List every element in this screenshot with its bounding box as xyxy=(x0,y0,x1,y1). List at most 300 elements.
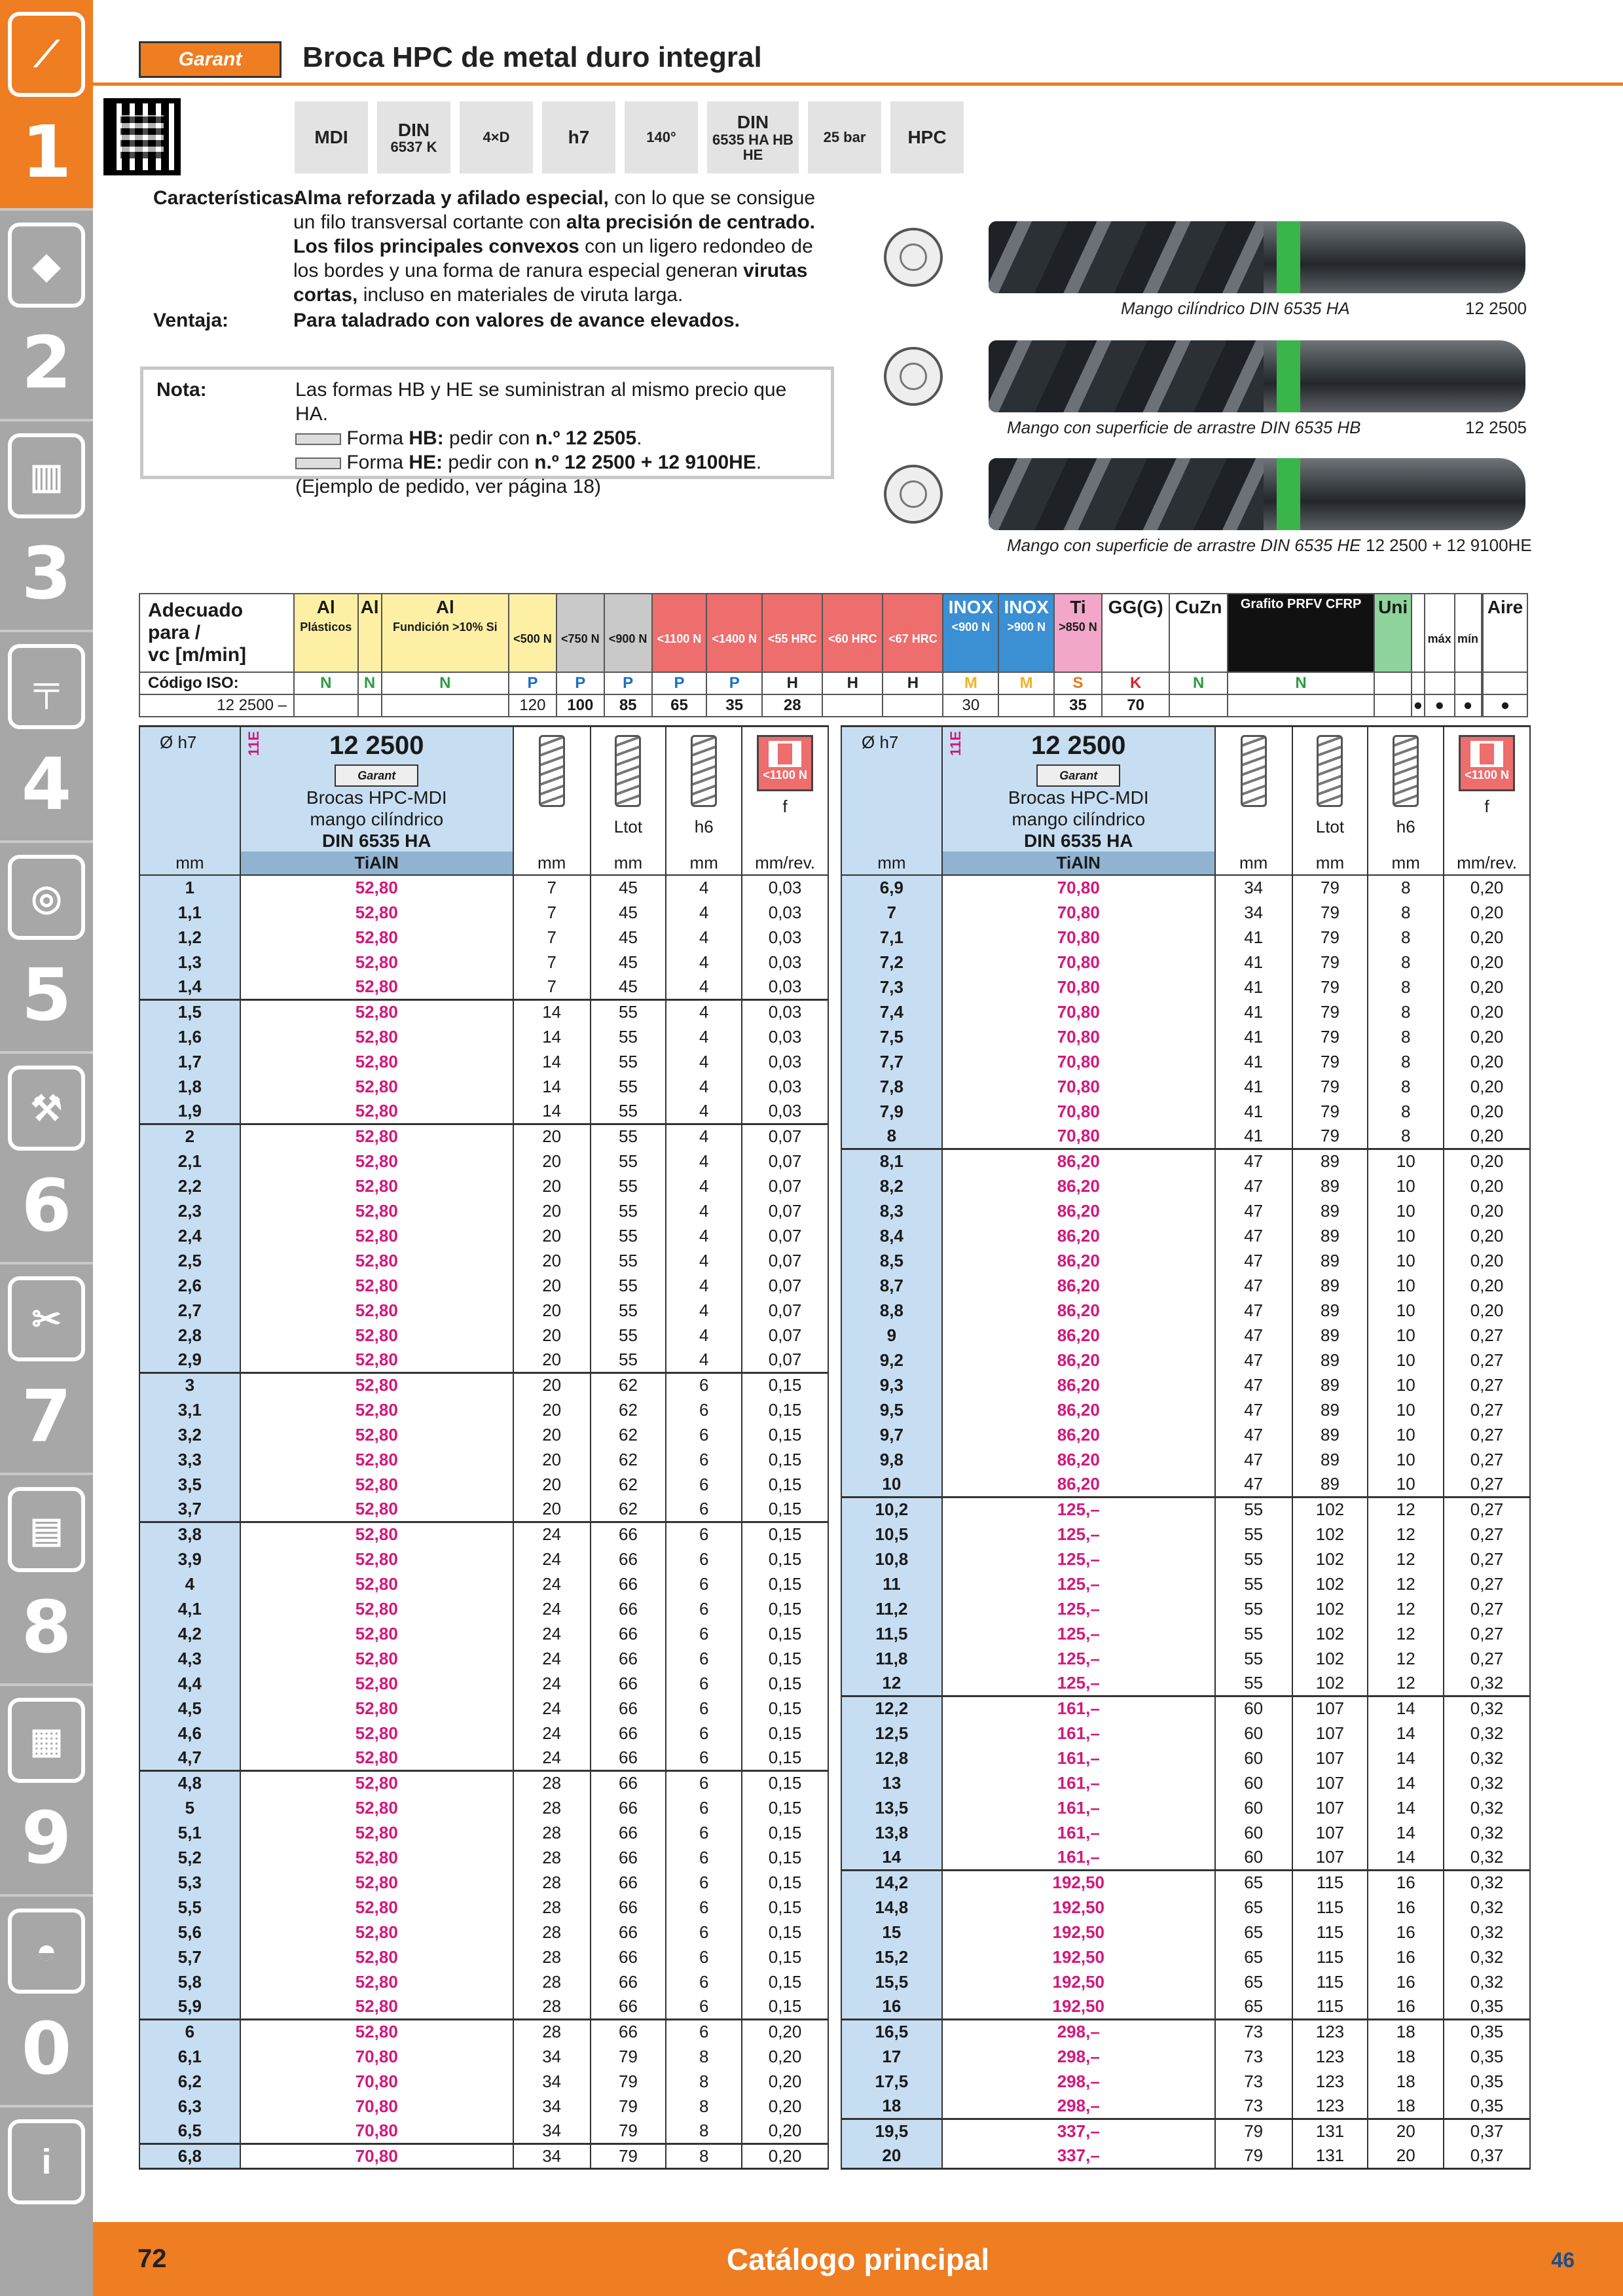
diameter-cell: 3,8 xyxy=(139,1522,240,1547)
price-cell: 52,80 xyxy=(240,1074,513,1099)
chapter-tab-7[interactable] xyxy=(0,1265,93,1475)
table-row[interactable] xyxy=(841,1845,1530,1870)
qr-code-icon[interactable] xyxy=(103,98,181,175)
shank-diameter-header: h6 xyxy=(1368,726,1444,852)
price-cell: 70,80 xyxy=(942,975,1215,999)
table-row[interactable] xyxy=(841,1746,1530,1770)
shank-diameter-cell: 8 xyxy=(1368,950,1444,975)
chapter-tab-5[interactable] xyxy=(0,843,93,1054)
total-length-cell: 107 xyxy=(1292,1696,1368,1721)
note-text: Las formas HB y HE se suministran al mismo precio que HA. Forma HB: pedir con n.º 12 2505. Forma HE: pedir con n.º 12 2500 + 12 9100HE. (Ejemplo de pedido, ver página 18) xyxy=(295,379,787,497)
table-row[interactable] xyxy=(139,1795,828,1820)
table-row[interactable] xyxy=(139,1895,828,1920)
shank-diameter-cell: 14 xyxy=(1368,1820,1444,1845)
total-length-cell: 89 xyxy=(1292,1149,1368,1174)
table-row[interactable] xyxy=(139,1447,828,1472)
total-length-cell: 89 xyxy=(1292,1298,1368,1323)
shank-diameter-cell: 18 xyxy=(1368,2069,1444,2094)
table-row[interactable] xyxy=(841,1795,1530,1820)
table-row[interactable] xyxy=(139,2019,828,2044)
table-row[interactable] xyxy=(139,1472,828,1497)
table-row[interactable] xyxy=(841,975,1530,999)
unit-header: mm xyxy=(1215,852,1292,875)
diameter-cell: 1,5 xyxy=(139,999,240,1024)
diameter-cell: 1,4 xyxy=(139,975,240,999)
shank-diameter-cell: 10 xyxy=(1368,1298,1444,1323)
price-cell: 52,80 xyxy=(240,1945,513,1969)
chapter-tab-0[interactable] xyxy=(0,1897,93,2108)
diameter-cell: 10,2 xyxy=(841,1497,942,1522)
total-length-cell: 55 xyxy=(591,1198,666,1223)
price-cell: 125,– xyxy=(942,1646,1215,1671)
diameter-cell: 15,2 xyxy=(841,1945,942,1969)
unit-header: mm xyxy=(139,852,240,875)
table-row[interactable] xyxy=(139,1770,828,1795)
total-length-cell: 55 xyxy=(591,1223,666,1248)
article-code: 12 2500 xyxy=(329,731,424,760)
unit-header: mm xyxy=(1292,852,1368,875)
diameter-cell: 15 xyxy=(841,1920,942,1945)
shank-diameter-cell: 12 xyxy=(1368,1621,1444,1646)
unit-header: mm xyxy=(1368,852,1444,875)
table-row[interactable] xyxy=(139,1024,828,1049)
iso-code-cell: S xyxy=(1054,672,1102,694)
flute-length-cell: 65 xyxy=(1215,1994,1292,2019)
note-box xyxy=(140,367,834,497)
flute-length-cell: 55 xyxy=(1215,1571,1292,1596)
flute-length-cell: 65 xyxy=(1215,1895,1292,1920)
total-length-cell: 62 xyxy=(591,1422,666,1447)
shank-diameter-cell: 8 xyxy=(1368,1099,1444,1124)
price-cell: 192,50 xyxy=(942,1945,1215,1969)
table-row[interactable] xyxy=(841,1621,1530,1646)
table-row[interactable] xyxy=(841,1920,1530,1945)
table-row[interactable] xyxy=(841,1994,1530,2019)
diameter-cell: 3 xyxy=(139,1372,240,1397)
table-row[interactable] xyxy=(139,1174,828,1198)
total-length-cell: 66 xyxy=(591,1969,666,1994)
feed-cell: 0,07 xyxy=(742,1323,828,1348)
shank-diameter-cell: 6 xyxy=(666,1721,742,1746)
table-row[interactable] xyxy=(139,1422,828,1447)
price-cell: 86,20 xyxy=(942,1397,1215,1422)
price-cell: 70,80 xyxy=(942,1099,1215,1124)
table-row[interactable] xyxy=(841,1422,1530,1447)
table-row[interactable] xyxy=(841,1124,1530,1149)
shank-diameter-cell: 6 xyxy=(666,1969,742,1994)
table-row[interactable] xyxy=(139,1920,828,1945)
feed-cell: 0,20 xyxy=(1444,1223,1530,1248)
feed-cell: 0,27 xyxy=(1444,1447,1530,1472)
table-row[interactable] xyxy=(139,1746,828,1770)
feed-cell: 0,32 xyxy=(1444,1795,1530,1820)
diameter-cell: 1,6 xyxy=(139,1024,240,1049)
table-row[interactable] xyxy=(139,1397,828,1422)
table-row[interactable] xyxy=(139,975,828,999)
cutting-speed-cell xyxy=(1374,694,1412,717)
price-cell: 52,80 xyxy=(240,1447,513,1472)
table-row[interactable] xyxy=(841,2069,1530,2094)
chapter-tab-8[interactable] xyxy=(0,1475,93,1686)
unit-header: mm xyxy=(591,852,666,875)
total-length-cell: 89 xyxy=(1292,1223,1368,1248)
material-column-header: <1400 N xyxy=(706,594,762,672)
price-cell: 52,80 xyxy=(240,2019,513,2044)
flute-length-cell: 47 xyxy=(1215,1323,1292,1348)
feed-cell: 0,03 xyxy=(742,950,828,975)
table-row[interactable] xyxy=(841,1596,1530,1621)
price-cell: 70,80 xyxy=(942,999,1215,1024)
cutting-speed-cell: 28 xyxy=(762,694,822,717)
price-cell: 52,80 xyxy=(240,1969,513,1994)
feed-cell: 0,27 xyxy=(1444,1596,1530,1621)
table-row[interactable] xyxy=(841,1671,1530,1696)
table-row[interactable] xyxy=(841,2119,1530,2144)
feed-cell: 0,32 xyxy=(1444,1969,1530,1994)
table-row[interactable] xyxy=(139,1870,828,1895)
table-row[interactable] xyxy=(139,1273,828,1298)
chapter-tab-1[interactable] xyxy=(0,0,93,211)
total-length-cell: 102 xyxy=(1292,1596,1368,1621)
flute-length-cell: 47 xyxy=(1215,1198,1292,1223)
table-row[interactable] xyxy=(841,1522,1530,1547)
drill-icon: ⟋ xyxy=(8,12,85,97)
diameter-cell: 1,3 xyxy=(139,950,240,975)
table-row[interactable] xyxy=(841,2044,1530,2069)
advantage-label: Ventaja: xyxy=(153,310,229,331)
chapter-tab-i[interactable] xyxy=(0,2108,93,2296)
table-row[interactable] xyxy=(841,1174,1530,1198)
table-row[interactable] xyxy=(841,1198,1530,1223)
table-row[interactable] xyxy=(139,1969,828,1994)
total-length-cell: 89 xyxy=(1292,1472,1368,1497)
table-row[interactable] xyxy=(841,1149,1530,1174)
feed-cell: 0,15 xyxy=(742,1547,828,1571)
table-row[interactable] xyxy=(841,1447,1530,1472)
flute-length-icon xyxy=(539,735,565,807)
table-row[interactable] xyxy=(841,900,1530,925)
table-row[interactable] xyxy=(139,1547,828,1571)
flute-length-cell: 7 xyxy=(513,875,591,900)
diameter-header: Ø h7 xyxy=(841,726,942,852)
price-cell: 161,– xyxy=(942,1795,1215,1820)
price-cell: 52,80 xyxy=(240,1223,513,1248)
table-row[interactable] xyxy=(139,1646,828,1671)
feed-cell: 0,07 xyxy=(742,1273,828,1298)
table-row[interactable] xyxy=(841,1397,1530,1422)
shank-diameter-cell: 8 xyxy=(666,2144,742,2168)
feed-cell: 0,15 xyxy=(742,1497,828,1522)
diameter-cell: 2,7 xyxy=(139,1298,240,1323)
shank-diameter-cell: 10 xyxy=(1368,1447,1444,1472)
unit-header: mm xyxy=(841,852,942,875)
shank-diameter-cell: 6 xyxy=(666,1994,742,2019)
diameter-cell: 7,1 xyxy=(841,925,942,950)
features-label: Características: xyxy=(153,187,301,209)
feed-cell: 0,15 xyxy=(742,1422,828,1447)
shank-diameter-cell: 6 xyxy=(666,1820,742,1845)
table-row[interactable] xyxy=(841,1323,1530,1348)
table-row[interactable] xyxy=(841,1248,1530,1273)
shank-diameter-cell: 12 xyxy=(1368,1596,1444,1621)
table-row[interactable] xyxy=(139,1671,828,1696)
diameter-cell: 7,8 xyxy=(841,1074,942,1099)
total-length-cell: 45 xyxy=(591,975,666,999)
toolbox-icon: ▤ xyxy=(8,1487,85,1572)
cutting-speed-cell: 70 xyxy=(1102,694,1169,717)
shank-diameter-cell: 6 xyxy=(666,1795,742,1820)
table-row[interactable] xyxy=(841,1049,1530,1074)
table-row[interactable] xyxy=(139,1248,828,1273)
table-row[interactable] xyxy=(841,1024,1530,1049)
drill-code: 12 2500 + 12 9100HE xyxy=(1366,535,1532,555)
table-row[interactable] xyxy=(139,2119,828,2144)
feed-cell: 0,27 xyxy=(1444,1472,1530,1497)
table-row[interactable] xyxy=(139,1323,828,1348)
table-row[interactable] xyxy=(139,1522,828,1547)
material-column-header: GG(G) xyxy=(1102,594,1169,672)
table-row[interactable] xyxy=(841,1223,1530,1248)
diameter-cell: 11,5 xyxy=(841,1621,942,1646)
total-length-cell: 66 xyxy=(591,1770,666,1795)
cutting-speed-cell: ● xyxy=(1425,694,1455,717)
tolerance-tag: 11E xyxy=(947,731,964,756)
table-row[interactable] xyxy=(841,1099,1530,1124)
chapter-sidebar xyxy=(0,0,93,2296)
feed-cell: 0,20 xyxy=(1444,975,1530,999)
price-cell: 192,50 xyxy=(942,1895,1215,1920)
feed-cell: 0,03 xyxy=(742,1024,828,1049)
table-row[interactable] xyxy=(139,1497,828,1522)
table-row[interactable] xyxy=(841,1696,1530,1721)
table-row[interactable] xyxy=(139,1845,828,1870)
feed-cell: 0,27 xyxy=(1444,1372,1530,1397)
table-row[interactable] xyxy=(139,2144,828,2168)
table-row[interactable] xyxy=(139,1149,828,1174)
shank-diameter-cell: 10 xyxy=(1368,1198,1444,1223)
dimension-table-right xyxy=(841,725,1531,2170)
table-row[interactable] xyxy=(139,875,828,900)
feed-cell: 0,15 xyxy=(742,1696,828,1721)
diameter-cell: 12 xyxy=(841,1671,942,1696)
price-cell: 298,– xyxy=(942,2044,1215,2069)
table-row[interactable] xyxy=(841,925,1530,950)
iso-code-cell: N xyxy=(358,672,382,694)
total-length-cell: 131 xyxy=(1292,2119,1368,2144)
chapter-tab-4[interactable] xyxy=(0,632,93,843)
features-text: Alma reforzada y afilado especial, con lo que se consigue un filo transversal cortante con alta precisión de centrado. Los filos principales convexos con un ligero redondeo de los bordes y una forma de ranura especial generan virutas cortas, incluso en materiales de viruta larga. xyxy=(293,187,816,306)
table-row[interactable] xyxy=(841,2094,1530,2119)
chapter-tab-6[interactable] xyxy=(0,1054,93,1265)
table-row[interactable] xyxy=(139,1124,828,1149)
flute-length-cell: 14 xyxy=(513,1049,591,1074)
shank-diameter-cell: 4 xyxy=(666,1348,742,1372)
shank-diameter-cell: 8 xyxy=(666,2119,742,2144)
diameter-cell: 6,9 xyxy=(841,875,942,900)
total-length-cell: 66 xyxy=(591,1845,666,1870)
feed-cell: 0,27 xyxy=(1444,1422,1530,1447)
table-row[interactable] xyxy=(841,1472,1530,1497)
table-row[interactable] xyxy=(841,1721,1530,1746)
material-column-header: máx xyxy=(1425,594,1455,672)
vc-row-label: 12 2500 – xyxy=(139,694,294,717)
table-row[interactable] xyxy=(139,1696,828,1721)
diameter-cell: 8,2 xyxy=(841,1174,942,1198)
table-row[interactable] xyxy=(139,2069,828,2094)
table-row[interactable] xyxy=(841,1870,1530,1895)
table-row[interactable] xyxy=(139,1348,828,1372)
drill-code: 12 2505 xyxy=(1465,418,1527,437)
total-length-cell: 66 xyxy=(591,1746,666,1770)
flute-length-cell: 14 xyxy=(513,1099,591,1124)
table-row[interactable] xyxy=(139,1223,828,1248)
shank-diameter-cell: 6 xyxy=(666,1870,742,1895)
feed-cell: 0,15 xyxy=(742,1795,828,1820)
total-length-cell: 79 xyxy=(1292,999,1368,1024)
diameter-cell: 3,3 xyxy=(139,1447,240,1472)
total-length-cell: 115 xyxy=(1292,1920,1368,1945)
table-row[interactable] xyxy=(841,1646,1530,1671)
total-length-cell: 89 xyxy=(1292,1273,1368,1298)
price-cell: 86,20 xyxy=(942,1149,1215,1174)
table-row[interactable] xyxy=(841,1820,1530,1845)
table-row[interactable] xyxy=(139,1049,828,1074)
table-row[interactable] xyxy=(139,2044,828,2069)
table-row[interactable] xyxy=(841,1497,1530,1522)
flute-length-header xyxy=(513,726,591,852)
flute-length-cell: 60 xyxy=(1215,1820,1292,1845)
diameter-cell: 12,8 xyxy=(841,1746,942,1770)
iso-code-cell: P xyxy=(652,672,707,694)
drill-cross-section-icon xyxy=(884,347,943,406)
table-row[interactable] xyxy=(139,1945,828,1969)
article-description: Brocas HPC-MDI xyxy=(1008,787,1149,808)
price-cell: 70,80 xyxy=(240,2094,513,2119)
feed-cell: 0,07 xyxy=(742,1149,828,1174)
diameter-cell: 9,8 xyxy=(841,1447,942,1472)
table-row[interactable] xyxy=(841,875,1530,900)
feed-cell: 0,32 xyxy=(1444,1895,1530,1920)
shank-diameter-cell: 8 xyxy=(1368,1049,1444,1074)
table-row[interactable] xyxy=(841,1298,1530,1323)
table-row[interactable] xyxy=(139,1721,828,1746)
table-row[interactable] xyxy=(139,1372,828,1397)
drill-caption: Mango con superficie de arrastre DIN 6535 HE xyxy=(1007,535,1361,555)
table-row[interactable] xyxy=(139,900,828,925)
feed-cell: 0,32 xyxy=(1444,1845,1530,1870)
price-cell: 52,80 xyxy=(240,1795,513,1820)
feed-cell: 0,20 xyxy=(1444,1099,1530,1124)
shank-diameter-cell: 4 xyxy=(666,1273,742,1298)
shank-diameter-cell: 6 xyxy=(666,1621,742,1646)
shank-diameter-cell: 4 xyxy=(666,1099,742,1124)
total-length-cell: 45 xyxy=(591,875,666,900)
chapter-tab-3[interactable] xyxy=(0,422,93,632)
table-row[interactable] xyxy=(139,2094,828,2119)
chapter-tab-2[interactable] xyxy=(0,211,93,422)
flute-length-cell: 60 xyxy=(1215,1746,1292,1770)
material-column-header: INOX >900 N xyxy=(998,594,1054,672)
drill-caption: Mango cilíndrico DIN 6535 HA xyxy=(1121,298,1350,318)
diameter-cell: 1 xyxy=(139,875,240,900)
shank-diameter-cell: 10 xyxy=(1368,1149,1444,1174)
table-row[interactable] xyxy=(139,1298,828,1323)
flute-length-cell: 65 xyxy=(1215,1945,1292,1969)
iso-code-cell xyxy=(1412,672,1425,694)
feed-cell: 0,35 xyxy=(1444,2019,1530,2044)
chapter-tab-9[interactable] xyxy=(0,1686,93,1897)
total-length-cell: 45 xyxy=(591,950,666,975)
flute-length-cell: 24 xyxy=(513,1522,591,1547)
price-cell: 52,80 xyxy=(240,1870,513,1895)
table-row[interactable] xyxy=(841,950,1530,975)
table-row[interactable] xyxy=(139,1198,828,1223)
diameter-cell: 5,9 xyxy=(139,1994,240,2019)
table-row[interactable] xyxy=(841,2144,1530,2168)
table-row[interactable] xyxy=(139,950,828,975)
table-row[interactable] xyxy=(139,1621,828,1646)
table-row[interactable] xyxy=(841,1945,1530,1969)
table-row[interactable] xyxy=(841,1348,1530,1372)
shank-diameter-cell: 8 xyxy=(1368,1024,1444,1049)
cutting-speed-cell xyxy=(294,694,358,717)
table-row[interactable] xyxy=(139,1596,828,1621)
table-row[interactable] xyxy=(139,1099,828,1124)
table-row[interactable] xyxy=(841,1571,1530,1596)
table-row[interactable] xyxy=(841,1372,1530,1397)
flute-length-cell: 55 xyxy=(1215,1646,1292,1671)
table-row[interactable] xyxy=(841,1770,1530,1795)
table-row[interactable] xyxy=(841,999,1530,1024)
cutting-speed-cell: 35 xyxy=(1054,694,1102,717)
shank-diameter-cell: 4 xyxy=(666,1149,742,1174)
price-cell: 52,80 xyxy=(240,900,513,925)
material-column-header: Al Fundición >10% Si xyxy=(382,594,509,672)
diameter-cell: 14,2 xyxy=(841,1870,942,1895)
price-cell: 52,80 xyxy=(240,1571,513,1596)
iso-code-cell: H xyxy=(822,672,883,694)
table-row[interactable] xyxy=(841,1547,1530,1571)
table-row[interactable] xyxy=(139,1074,828,1099)
table-row[interactable] xyxy=(841,1074,1530,1099)
cutting-speed-cell: ● xyxy=(1412,694,1425,717)
table-row[interactable] xyxy=(841,1273,1530,1298)
table-row[interactable] xyxy=(139,999,828,1024)
table-row[interactable] xyxy=(841,2019,1530,2044)
price-cell: 52,80 xyxy=(240,1348,513,1372)
shank-diameter-cell: 6 xyxy=(666,1770,742,1795)
flute-length-header xyxy=(1215,726,1292,852)
feed-cell: 0,15 xyxy=(742,1746,828,1770)
total-length-cell: 79 xyxy=(1292,900,1368,925)
table-row[interactable] xyxy=(139,1571,828,1596)
flute-length-cell: 20 xyxy=(513,1422,591,1447)
table-row[interactable] xyxy=(139,1994,828,2019)
steel-1100n-icon: <1100 N xyxy=(1459,735,1515,791)
table-row[interactable] xyxy=(841,1969,1530,1994)
table-row[interactable] xyxy=(841,1895,1530,1920)
price-cell: 52,80 xyxy=(240,1323,513,1348)
price-cell: 70,80 xyxy=(942,950,1215,975)
table-row[interactable] xyxy=(139,925,828,950)
flute-length-cell: 47 xyxy=(1215,1472,1292,1497)
diameter-cell: 7,5 xyxy=(841,1024,942,1049)
total-length-cell: 89 xyxy=(1292,1397,1368,1422)
table-row[interactable] xyxy=(139,1820,828,1845)
feed-cell: 0,20 xyxy=(1444,875,1530,900)
total-length-cell: 66 xyxy=(591,2019,666,2044)
tolerance-tag: 11E xyxy=(246,731,263,756)
